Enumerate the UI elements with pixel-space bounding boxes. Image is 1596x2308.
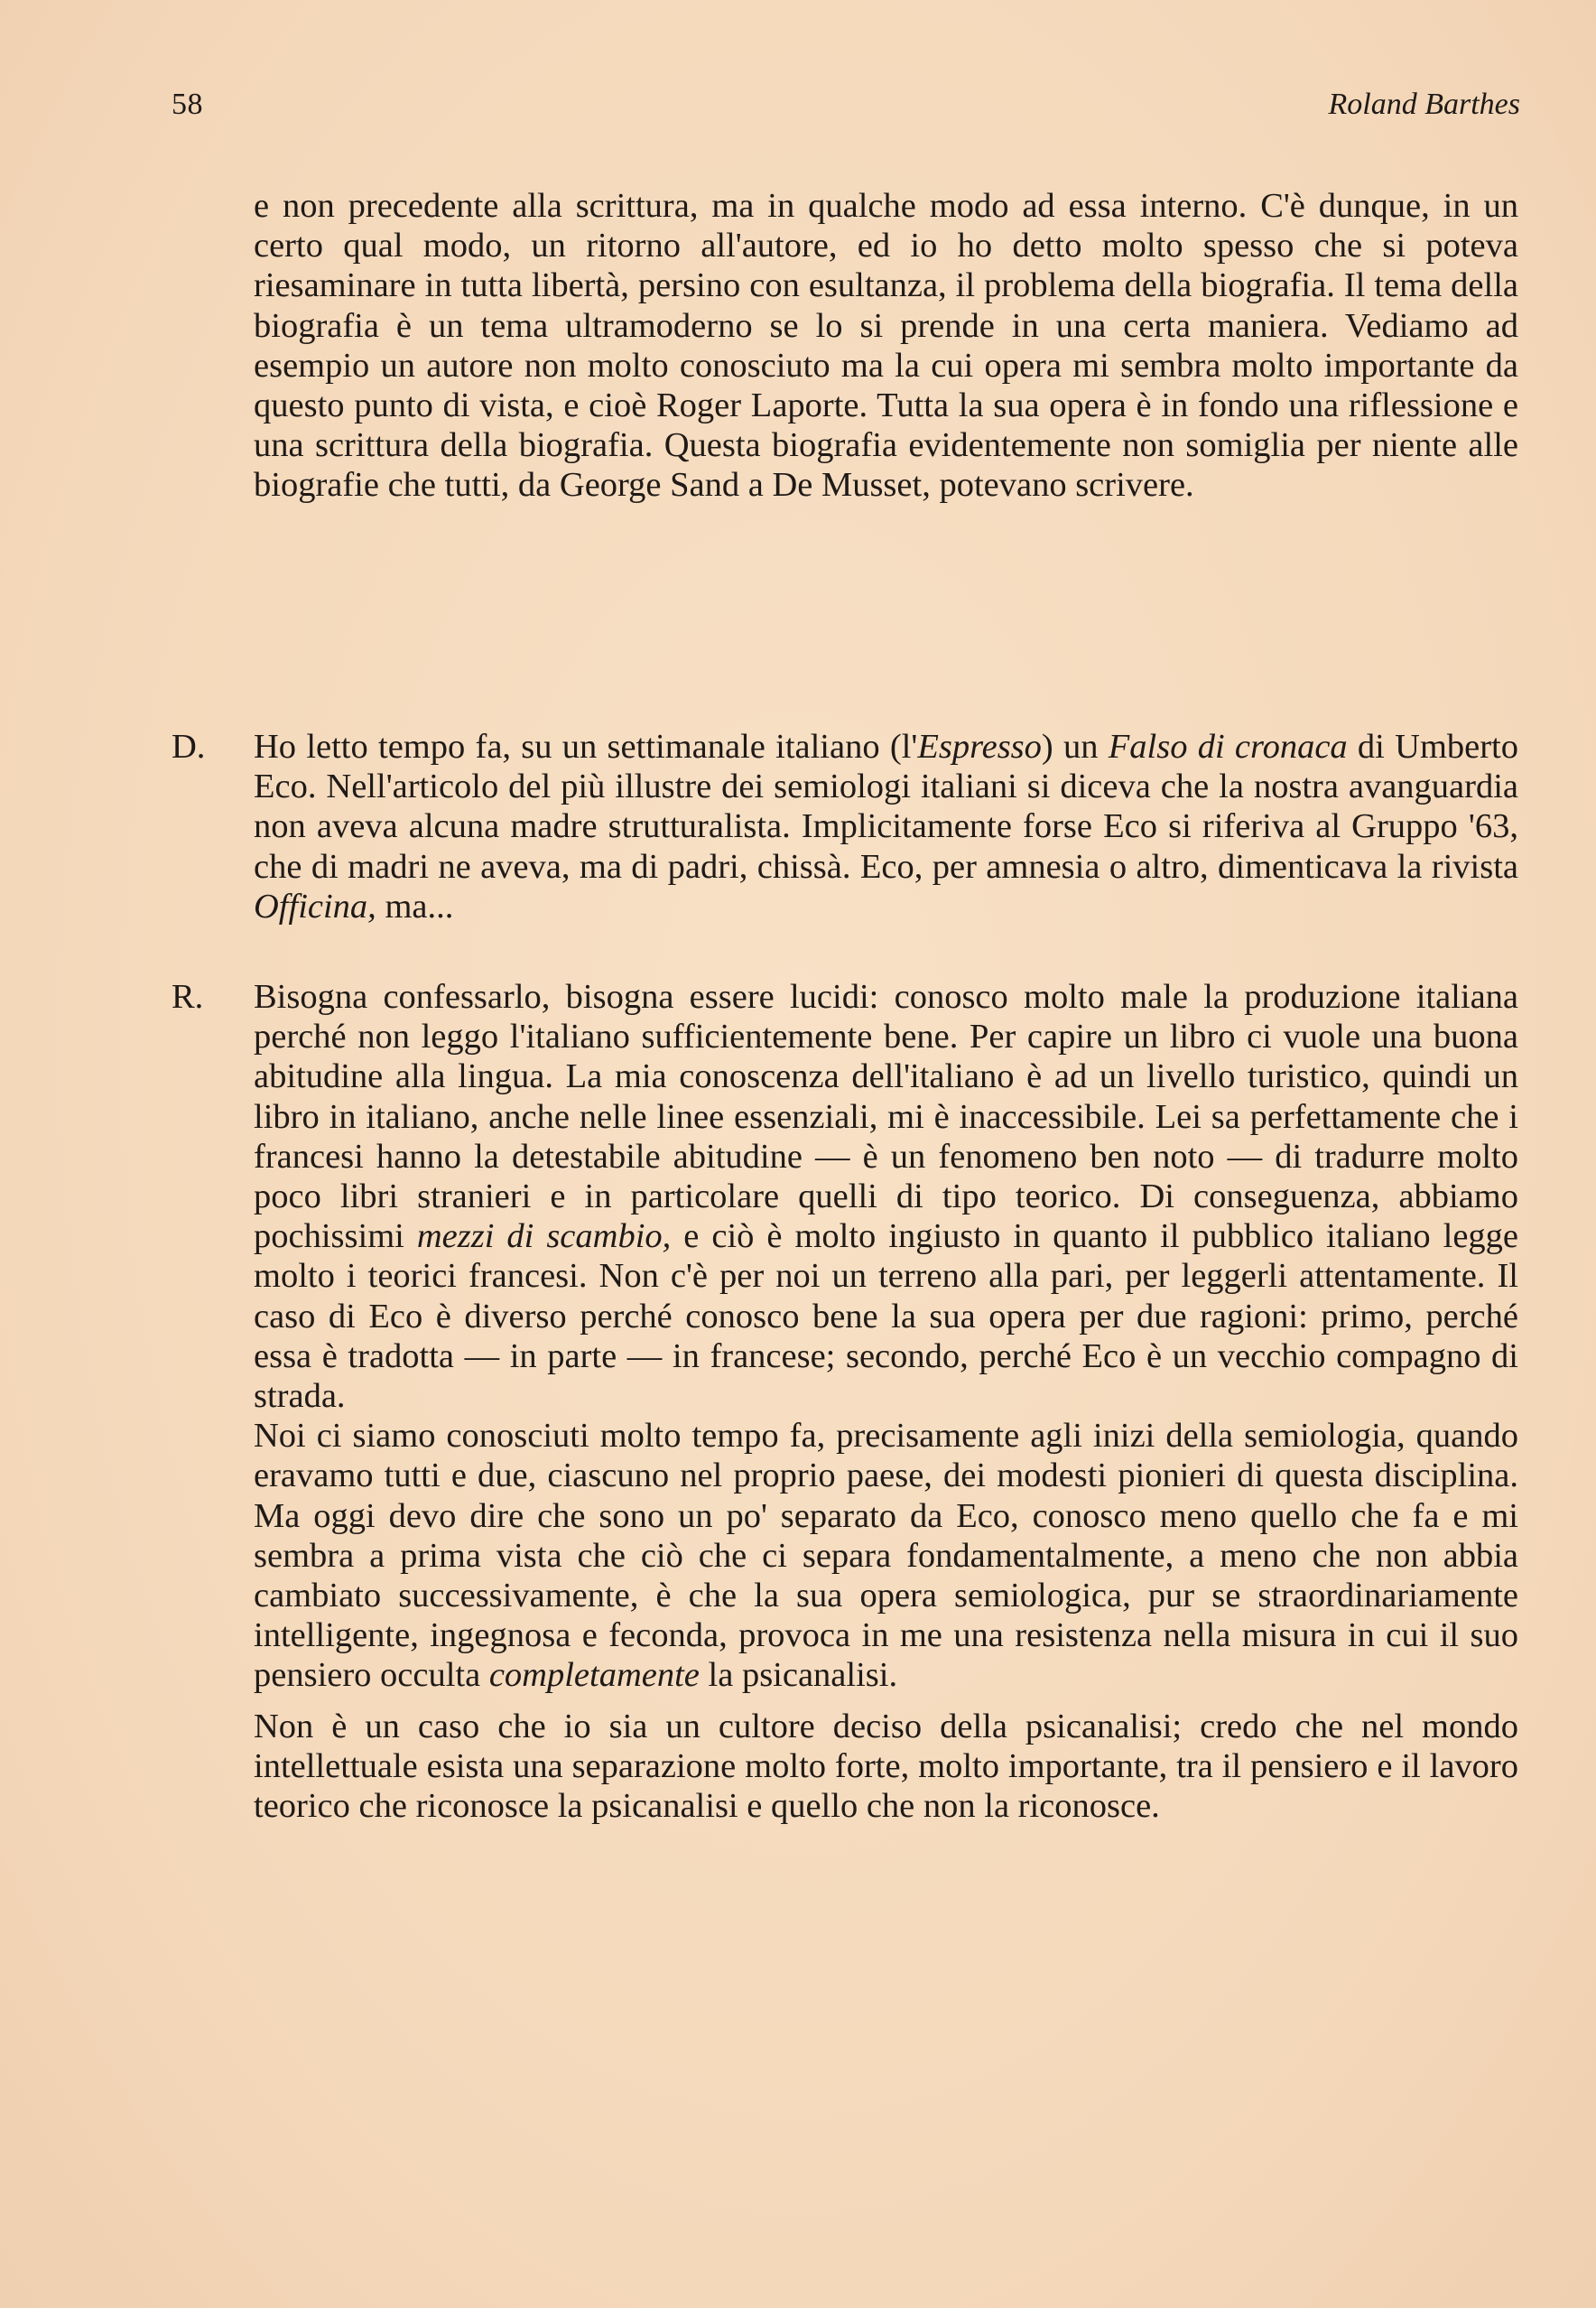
question-label: D. [172, 728, 206, 766]
question-italic-espresso: Espresso [917, 728, 1042, 766]
answer-block [254, 977, 1518, 1826]
question-italic-falso: Falso di cronaca [1108, 728, 1348, 766]
intro-paragraph [254, 186, 1518, 506]
question-text-2: ) un [1041, 728, 1109, 766]
question-text-4: ma... [376, 887, 454, 926]
question-paragraph [254, 727, 1518, 926]
answer-p1-italic: mezzi di scambio, [416, 1217, 672, 1256]
intro-text: e non precedente alla scrittura, ma in qualche modo ad essa interno. C'è dunque, in un certo qual modo, un ritorno all'autore, ed io ho detto molto spesso che si poteva riesaminare in tutta libertà, persino con esultanza, il problema della biografia. Il tema della biografia è un tema ultramoderno se lo si prende in una certa maniera. Vediamo ad esempio un autore non molto conosciuto ma la cui opera mi sembra molto importante da questo punto di vista, e cioè Roger Laporte. Tutta la sua opera è in fondo una riflessione e una scrittura della biografia. Questa biografia evidentemente non somiglia per niente alle biografie che tutti, da George Sand a De Musset, potevano scrivere. [254, 187, 1518, 505]
answer-paragraph-2 [254, 1416, 1518, 1695]
answer-p1-text-1: Bisogna confessarlo, bisogna essere lucidi: conosco molto male la produzione italiana perché non leggo l'italiano sufficientemente bene. Per capire un libro ci vuole una buona abitudine alla lingua. La mia conoscenza dell'italiano è ad un livello turistico, quindi un libro in italiano, anche nelle linee essenziali, mi è inaccessibile. Lei sa perfettamente che i francesi hanno la detestabile abitudine — è un fenomeno ben noto — di tradurre molto poco libri stranieri e in particolare quelli di tipo teorico. Di conseguenza, abbiamo pochissimi [254, 978, 1518, 1256]
answer-p2-italic: completamente [488, 1656, 700, 1695]
page-number: 58 [172, 88, 203, 121]
question-text-3: di Umberto Eco. Nell'articolo del più illustre dei semiologi italiani si diceva che la nostra avanguardia non aveva alcuna madre strutturalista. Implicitamente forse Eco si riferiva al Gruppo '63, che di madri ne aveva, ma di padri, chissà. Eco, per amnesia o altro, dimenticava la rivista [254, 728, 1518, 886]
answer-p2-text-2: la psicanalisi. [699, 1656, 898, 1695]
answer-label: R. [172, 978, 204, 1016]
running-title: Roland Barthes [1328, 88, 1520, 121]
answer-p2-text-1: Noi ci siamo conosciuti molto tempo fa, precisamente agli inizi della semiologia, quando eravamo tutti e due, ciascuno nel proprio paese, dei modesti pionieri di questa disciplina. Ma oggi devo dire che sono un po' separato da Eco, conosco meno quello che fa e mi sembra a prima vista che ciò che ci separa fondamentalmente, a meno che non abbia cambiato successivamente, è che la sua opera semiologica, pur se straordinariamente intelligente, ingegnosa e feconda, provoca in me una resistenza nella misura in cui il suo pensiero occulta [254, 1417, 1518, 1695]
question-italic-officina: Officina, [254, 887, 376, 926]
answer-paragraph-3: Non è un caso che io sia un cultore deciso della psicanalisi; credo che nel mondo intellettuale esista una separazione molto forte, molto importante, tra il pensiero e il lavoro teorico che riconosce la psicanalisi e quello che non la riconosce. [254, 1707, 1518, 1826]
answer-paragraph-1 [254, 977, 1518, 1416]
answer-p1-text-2: e ciò è molto ingiusto in quanto il pubblico italiano legge molto i teorici francesi. Non c'è per noi un terreno alla pari, per leggerli attentamente. Il caso di Eco è diverso perché conosco bene la sua opera per due ragioni: primo, perché essa è tradotta — in parte — in francese; secondo, perché Eco è un vecchio compagno di strada. [254, 1217, 1518, 1416]
question-text-1: Ho letto tempo fa, su un settimanale italiano (l' [254, 728, 918, 766]
